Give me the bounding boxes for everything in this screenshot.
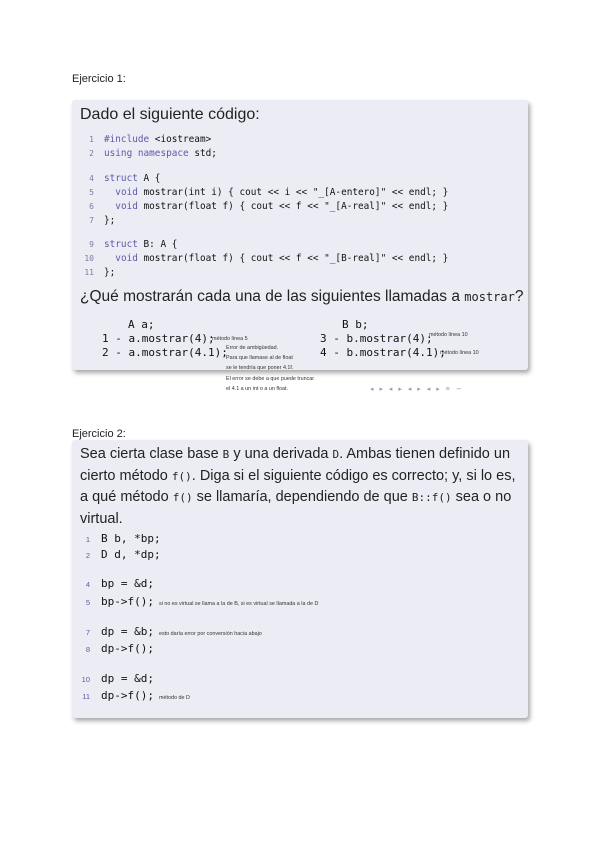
code-2-line [76, 672, 154, 685]
code-keyword: void [115, 253, 138, 264]
code-1-line [80, 187, 448, 198]
note-call-2-line-3: se le tendría que poner 4.1f. [226, 365, 294, 371]
code-2-line [76, 642, 154, 655]
note-call-2-line-2: Para que llamase al de float [226, 355, 293, 361]
note-call-2 [226, 345, 336, 395]
call-1: 1 - a.mostrar(4); [102, 332, 215, 345]
code-text: }; [104, 215, 116, 226]
line-number: 7 [85, 628, 90, 637]
line-number: 7 [89, 216, 94, 225]
stmt-part-4: . Diga si el siguiente código es correcto; y, si lo es, a qué método [80, 467, 516, 505]
slide-1-title: Dado el siguiente código: [80, 106, 260, 123]
stmt-part-6: sea o no virtual. [80, 489, 512, 527]
code-text: dp->f(); [101, 642, 154, 655]
line-number: 11 [82, 692, 90, 701]
line-number: 8 [85, 645, 90, 654]
handwritten-note: esto daría error por conversión hacia abajo [158, 631, 262, 637]
code-2-line [76, 548, 161, 561]
line-number: 4 [85, 580, 90, 589]
code-keyword: struct [104, 173, 138, 184]
stmt-part-3: . Ambas tienen definido un cierto método [80, 446, 511, 484]
code-1-line [80, 173, 160, 184]
exercise-2-statement [80, 444, 522, 529]
call-2: 2 - a.mostrar(4.1); [102, 346, 228, 359]
decl-b: B b; [342, 318, 369, 331]
decl-a: A a; [128, 318, 155, 331]
code-1-line [80, 215, 115, 226]
code-text: mostrar(float f) { cout << f << "_[A-real]" << endl; } [137, 201, 449, 212]
code-indent [104, 201, 115, 212]
exercise-2-label: Ejercicio 2: [72, 428, 126, 440]
code-1-line [80, 134, 211, 145]
code-keyword: void [115, 201, 138, 212]
note-call-1: método línea 5 [212, 336, 248, 342]
code-indent [104, 187, 115, 198]
code-text: <iostream> [149, 134, 212, 145]
code-2-line [76, 595, 318, 608]
code-text: A { [137, 173, 161, 184]
stmt-class-b: B [222, 448, 230, 461]
stmt-method-f-2: f() [172, 491, 193, 504]
code-keyword: struct [104, 239, 138, 250]
note-call-3: método línea 10 [429, 332, 468, 338]
code-2-line [76, 532, 161, 545]
line-number: 4 [89, 174, 94, 183]
code-1-line [80, 253, 448, 264]
code-text: }; [104, 267, 116, 278]
line-number: 1 [85, 535, 90, 544]
line-number: 10 [81, 675, 90, 684]
code-2-line [76, 689, 190, 702]
stmt-part-5: se llamaría, dependiendo de que [192, 489, 412, 505]
question-suffix: ? [514, 288, 524, 305]
code-text: dp = &d; [101, 672, 154, 685]
line-number: 2 [89, 149, 94, 158]
code-text: bp->f(); [101, 595, 154, 608]
code-1-line [80, 201, 448, 212]
code-text: D d, *dp; [101, 548, 161, 561]
stmt-part-1: Sea cierta clase base [80, 446, 223, 462]
line-number: 6 [89, 202, 94, 211]
line-number: 9 [89, 240, 94, 249]
code-1-line [80, 148, 217, 159]
line-number: 10 [84, 254, 94, 263]
code-text: dp->f(); [101, 689, 154, 702]
beamer-navigation-icons: ◂ ▸ ◂ ▸ ◂ ▸ ◂ ▸ ≡ ∽ [370, 386, 464, 393]
call-4: 4 - b.mostrar(4.1); [320, 346, 446, 359]
code-2-line [76, 625, 262, 638]
code-text: mostrar(int i) { cout << i << "_[A-entero]" << endl; } [137, 187, 449, 198]
code-keyword: #include [104, 134, 150, 145]
code-1-line [80, 267, 115, 278]
question [80, 288, 523, 306]
stmt-class-d: D [332, 448, 340, 461]
stmt-method-f: f() [171, 469, 192, 483]
line-number: 5 [85, 598, 90, 607]
code-text: dp = &b; [101, 625, 154, 638]
code-keyword: void [115, 187, 138, 198]
line-number: 1 [89, 135, 94, 144]
note-call-2-line-5: el 4.1 a un int o a un float. [226, 386, 289, 392]
line-number: 5 [89, 188, 94, 197]
note-call-4: método línea 10 [440, 350, 479, 356]
handwritten-note: método de D [158, 695, 190, 701]
code-text: B: A { [137, 239, 178, 250]
code-indent [104, 253, 115, 264]
handwritten-note: si no es virtual se llama a la de B, si es virtual se llamada a la de D [158, 601, 319, 607]
line-number: 11 [84, 268, 94, 277]
slide-exercise-2 [72, 440, 528, 718]
question-code: mostrar [464, 290, 515, 304]
exercise-1-label: Ejercicio 1: [72, 73, 126, 85]
note-call-2-line-1: Error de ambigüedad. [226, 345, 279, 351]
code-text: mostrar(float f) { cout << f << "_[B-real]" << endl; } [137, 253, 449, 264]
question-prefix: ¿Qué mostrarán cada una de las siguientes llamadas a [80, 288, 465, 305]
code-2-line [76, 577, 154, 590]
stmt-part-2: y una derivada [229, 446, 333, 462]
code-text: std; [188, 148, 217, 159]
line-number: 2 [85, 551, 90, 560]
code-text: B b, *bp; [101, 532, 161, 545]
note-call-2-line-4: El error se debe a que puede truncar [226, 376, 315, 382]
slide-exercise-1 [72, 100, 528, 370]
code-keyword: using namespace [104, 148, 189, 159]
call-3: 3 - b.mostrar(4); [320, 332, 433, 345]
code-text: bp = &d; [101, 577, 154, 590]
stmt-method-bf: B::f() [411, 491, 452, 504]
code-1-line [80, 239, 177, 250]
